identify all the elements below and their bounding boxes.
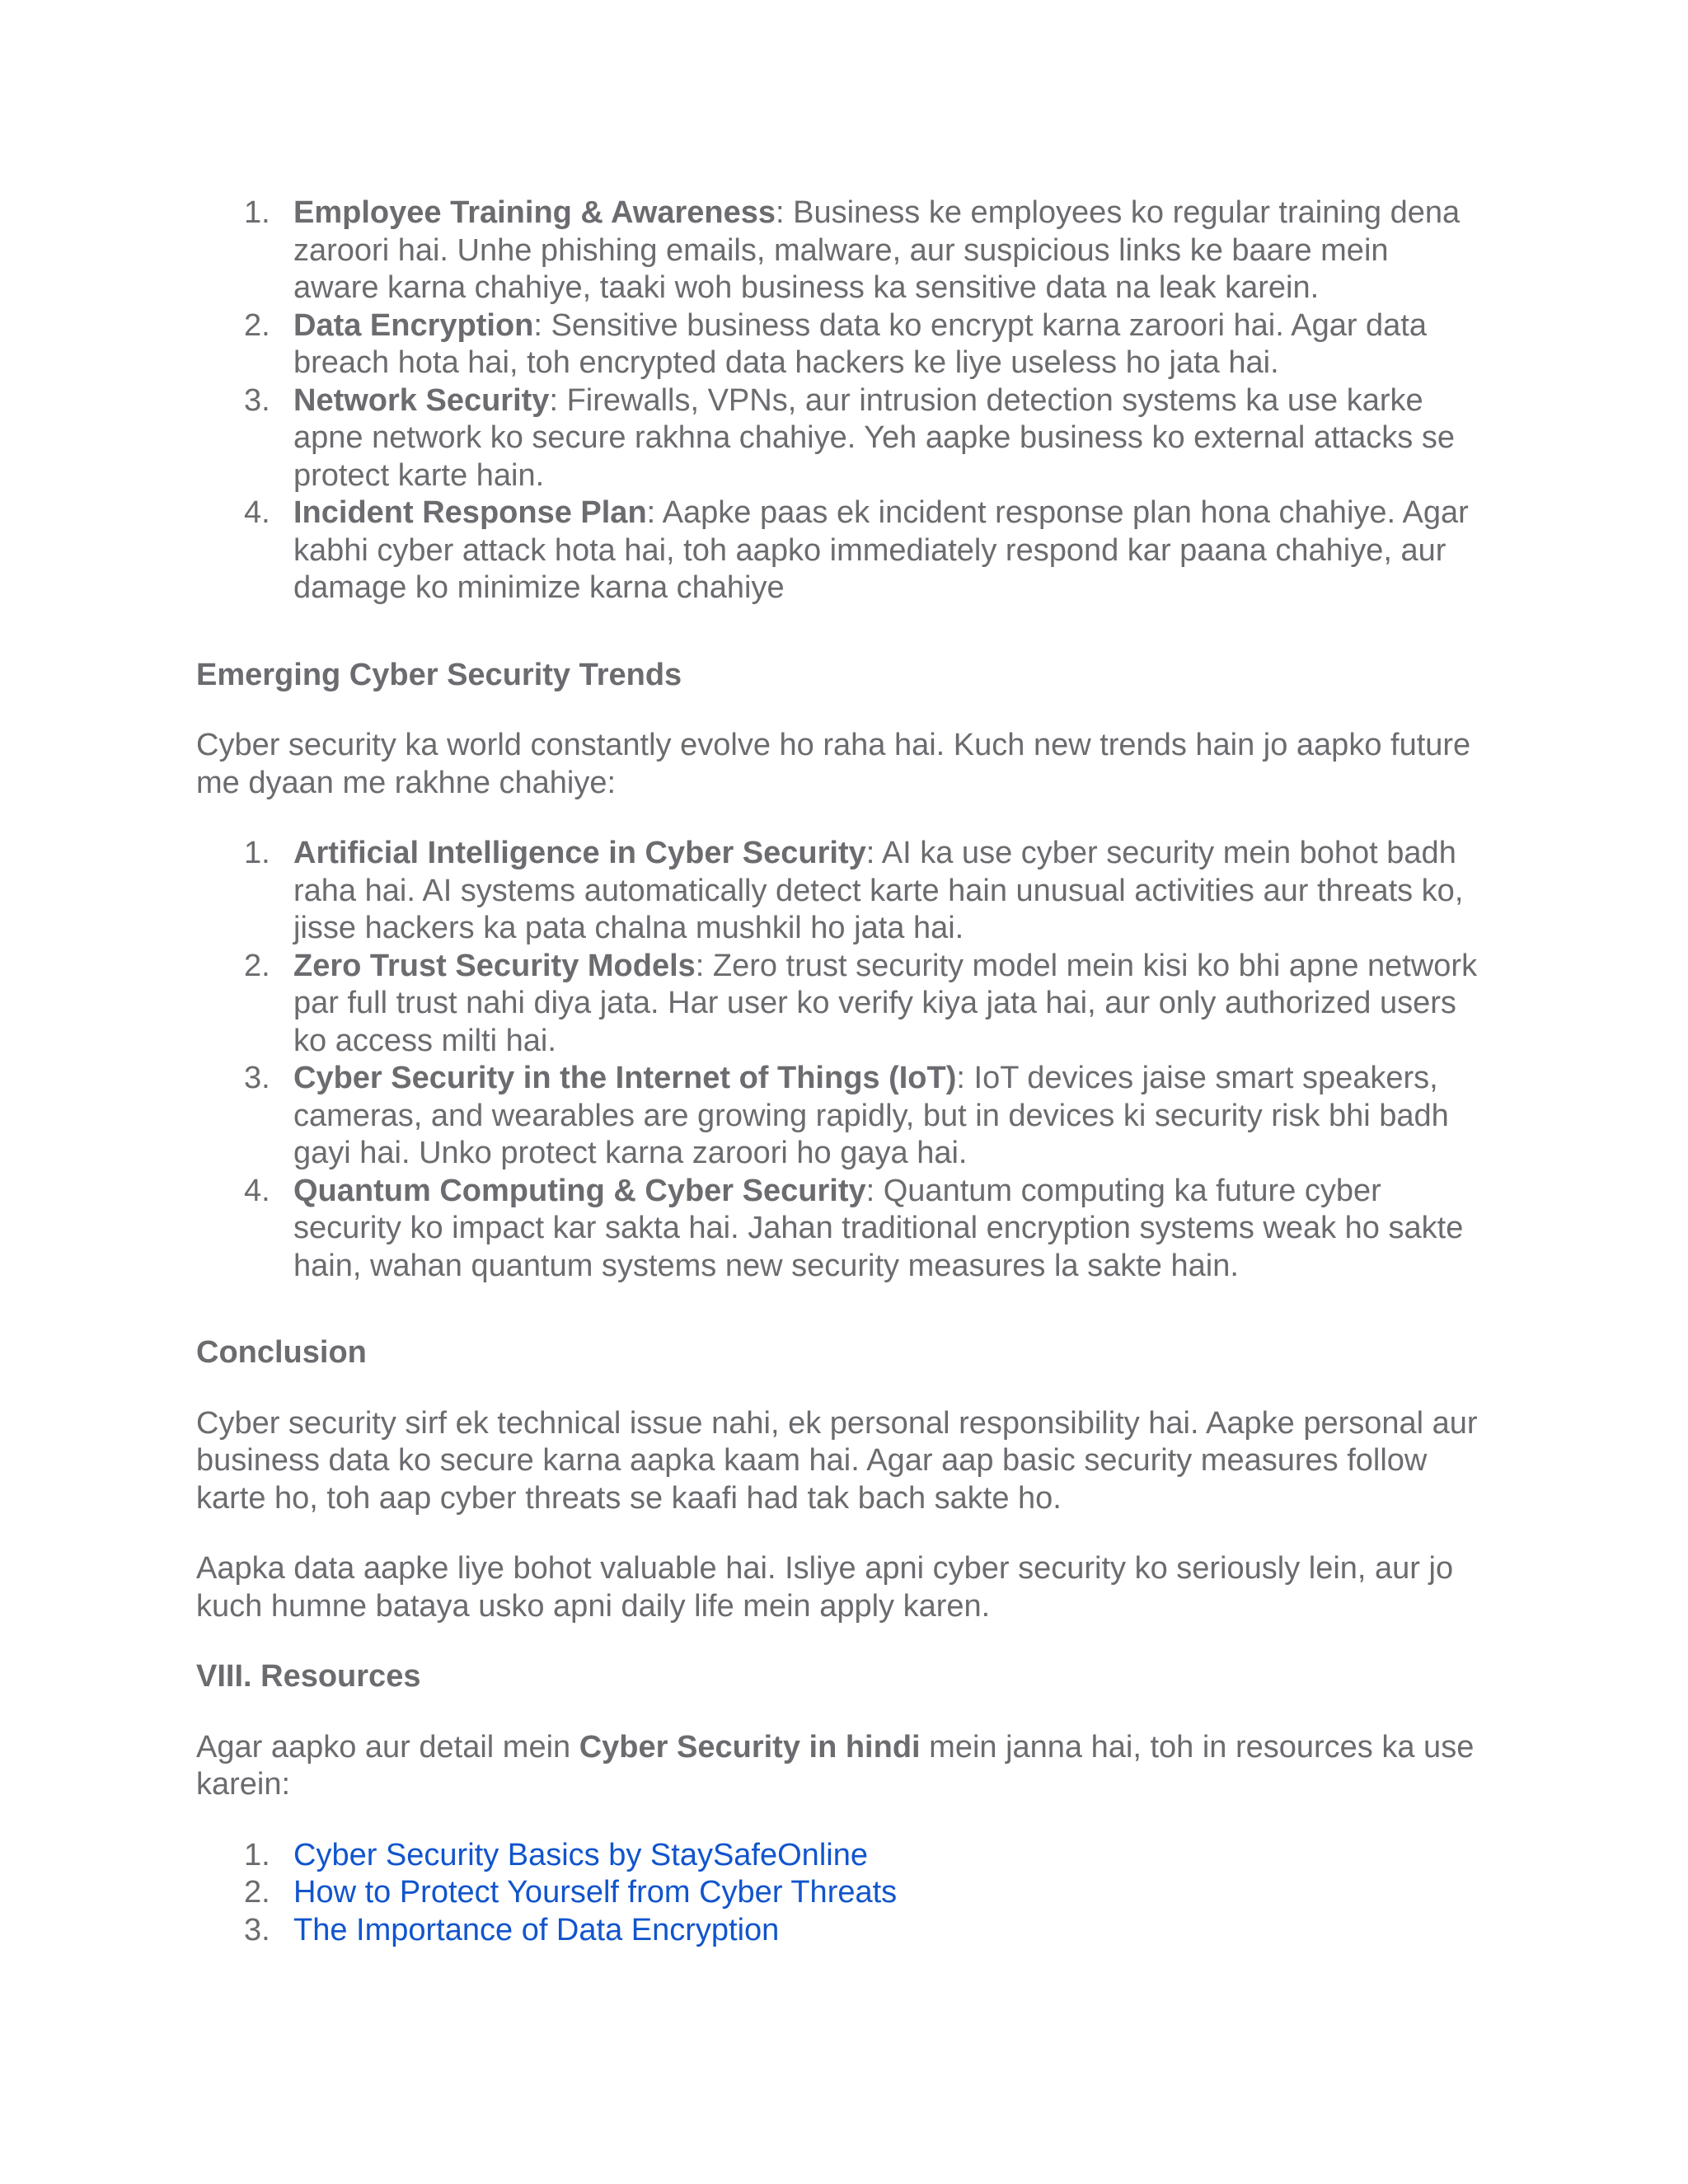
item-text: : Business ke employees ko regular training dena zaroori hai. Unhe phishing emails, malware, aur suspicious links ke baare mein aware karna chahiye, taaki woh business ka sensitive data na leak karein. <box>293 195 1461 305</box>
list-item <box>196 835 1482 948</box>
item-text: : Sensitive business data ko encrypt karna zaroori hai. Agar data breach hota hai, toh encrypted data hackers ke liye useless ho jata hai. <box>293 307 1428 380</box>
list-item <box>196 307 1482 382</box>
list-number: 2. <box>244 307 270 343</box>
list-item <box>196 1060 1482 1173</box>
list-number: 1. <box>244 1837 270 1872</box>
resources-intro-end: mein janna hai, toh in resources ka use karein: <box>196 1729 1475 1802</box>
item-title: Artificial Intelligence in Cyber Security <box>293 836 866 870</box>
list-item <box>196 194 1482 307</box>
trends-intro: Cyber security ka world constantly evolve ho raha hai. Kuch new trends hain jo aapko future me dyaan me rakhne chahiye: <box>196 728 1471 800</box>
resource-link-data-encryption[interactable]: The Importance of Data Encryption <box>293 1912 780 1947</box>
list-number: 1. <box>244 836 270 870</box>
item-title: Data Encryption <box>293 307 534 343</box>
item-text: : IoT devices jaise smart speakers, cameras, and wearables are growing rapidly, but in devices ki security risk bhi badh gayi hai. Unko protect karna zaroori ho gaya hai. <box>293 1061 1449 1170</box>
resource-link-staysafeonline[interactable]: Cyber Security Basics by StaySafeOnline <box>293 1837 868 1872</box>
resources-list <box>196 1837 1482 1950</box>
resource-item <box>196 1912 1482 1950</box>
list-number: 3. <box>244 1061 270 1095</box>
list-number: 2. <box>244 1875 270 1910</box>
item-title: Incident Response Plan <box>293 495 647 530</box>
resource-link-protect-yourself[interactable]: How to Protect Yourself from Cyber Threats <box>293 1875 898 1910</box>
item-text: : AI ka use cyber security mein bohot badh raha hai. AI systems automatically detect karte hain unusual activities aur threats ko, jisse hackers ka pata chalna mushkil ho jata hai. <box>293 836 1464 945</box>
item-text: : Firewalls, VPNs, aur intrusion detection systems ka use karke apne network ko secure rakhna chahiye. Yeh aapke business ko external attacks se protect karte hain. <box>293 382 1455 493</box>
conclusion-paragraph-1: Cyber security sirf ek technical issue nahi, ek personal responsibility hai. Aapke personal aur business data ko secure karna aapka kaam hai. Agar aap basic security measures follow karte ho, toh aap cyber threats se kaafi had tak bach sakte ho. <box>196 1405 1478 1516</box>
resources-heading: VIII. Resources <box>196 1659 421 1694</box>
conclusion-heading: Conclusion <box>196 1335 367 1370</box>
resource-item <box>196 1837 1482 1875</box>
item-title: Zero Trust Security Models <box>293 948 696 983</box>
resource-item <box>196 1874 1482 1912</box>
trends-list <box>196 835 1482 1285</box>
list-number: 4. <box>244 1173 270 1208</box>
item-title: Employee Training & Awareness <box>293 195 776 230</box>
list-number: 3. <box>244 1912 270 1947</box>
list-item <box>196 948 1482 1061</box>
list-number: 3. <box>244 382 270 418</box>
list-number: 1. <box>244 195 270 230</box>
item-title: Quantum Computing & Cyber Security <box>293 1173 866 1208</box>
security-practices-list <box>196 194 1482 607</box>
list-item <box>196 1173 1482 1286</box>
resources-intro-start: Agar aapko aur detail mein <box>196 1729 579 1765</box>
list-number: 2. <box>244 948 270 983</box>
document-content <box>196 194 1482 1949</box>
conclusion-paragraph-2: Aapka data aapke liye bohot valuable hai. Isliye apni cyber security ko seriously lein, aur jo kuch humne bataya usko apni daily life mein apply karen. <box>196 1551 1454 1624</box>
item-text: : Quantum computing ka future cyber security ko impact kar sakta hai. Jahan traditional encryption systems weak ho sakte hain, wahan quantum systems new security measures la sakte hain. <box>293 1173 1464 1283</box>
item-text: : Aapke paas ek incident response plan hona chahiye. Agar kabhi cyber attack hota hai, toh aapko immediately respond kar paana chahiye, aur damage ko minimize karna chahiye <box>293 495 1469 605</box>
resources-intro-keyword: Cyber Security in hindi <box>579 1729 921 1765</box>
resources-intro <box>196 1729 1482 1804</box>
list-item <box>196 382 1482 495</box>
list-number: 4. <box>244 495 270 530</box>
item-title: Cyber Security in the Internet of Things (IoT) <box>293 1061 957 1095</box>
list-item <box>196 494 1482 607</box>
item-text: : Zero trust security model mein kisi ko bhi apne network par full trust nahi diya jata. Har user ko verify kiya jata hai, aur only authorized users ko access milti hai. <box>293 948 1478 1058</box>
trends-heading: Emerging Cyber Security Trends <box>196 657 682 692</box>
item-title: Network Security <box>293 382 550 418</box>
